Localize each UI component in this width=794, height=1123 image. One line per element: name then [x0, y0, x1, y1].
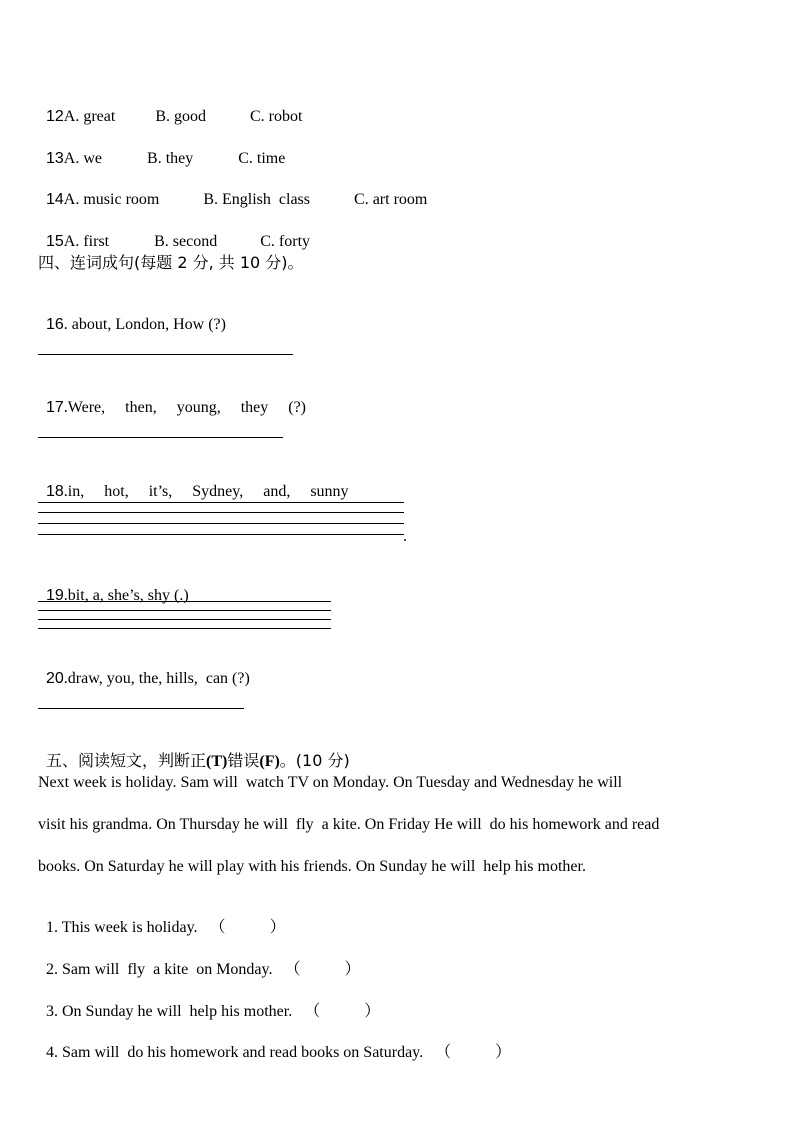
title-part: (T)	[206, 753, 228, 770]
question-15-options	[38, 212, 310, 252]
option-a: A. great	[63, 108, 116, 125]
title-part: 错误	[227, 751, 260, 770]
option-a: A. music room	[63, 191, 160, 208]
passage-line: Next week is holiday. Sam will watch TV on Monday. On Tuesday and Wednesday he will	[38, 774, 623, 791]
option-c: C. forty	[260, 233, 311, 250]
question-14-options	[38, 170, 427, 210]
option-a: A. we	[63, 150, 103, 167]
option-a: A. first	[63, 233, 110, 250]
answer-line[interactable]	[38, 610, 331, 611]
statement-3	[38, 982, 380, 1022]
option-c: C. art room	[354, 191, 428, 208]
question-number: 18	[46, 483, 64, 500]
question-20	[38, 649, 250, 689]
question-12-options	[38, 87, 302, 127]
question-16	[38, 295, 226, 335]
passage-line: visit his grandma. On Thursday he will fly a kite. On Friday He will do his homework and read	[38, 816, 660, 833]
question-number: 13	[46, 150, 64, 167]
paren-close: ）	[269, 919, 286, 936]
section-5-title	[38, 731, 350, 772]
question-17	[38, 378, 306, 418]
answer-line[interactable]	[38, 628, 331, 629]
answer-line[interactable]	[38, 619, 331, 620]
option-b: B. good	[155, 108, 206, 125]
paren-open: （	[435, 1044, 452, 1061]
answer-line[interactable]	[38, 534, 404, 535]
answer-line[interactable]	[38, 601, 331, 602]
question-text: .in, hot, it’s, Sydney, and, sunny	[63, 483, 349, 500]
answer-line[interactable]	[38, 512, 404, 513]
end-period: .	[403, 528, 407, 545]
question-18	[38, 462, 349, 502]
option-b: B. second	[154, 233, 218, 250]
paren-close: ）	[495, 1044, 512, 1061]
question-19	[38, 566, 189, 606]
question-13-options	[38, 129, 285, 169]
question-text: .draw, you, the, hills, can (?)	[63, 670, 250, 687]
paren-close: ）	[364, 1003, 381, 1020]
question-number: 19	[46, 587, 64, 604]
question-number: 17	[46, 399, 64, 416]
statement-4	[38, 1023, 511, 1063]
option-c: C. time	[238, 150, 286, 167]
question-number: 16	[46, 316, 64, 333]
option-c: C. robot	[250, 108, 303, 125]
statement-text: 2. Sam will fly a kite on Monday.	[46, 961, 273, 978]
statement-text: 4. Sam will do his homework and read books on Saturday.	[46, 1044, 424, 1061]
answer-line[interactable]	[38, 523, 404, 524]
statement-1	[38, 898, 286, 938]
question-number: 12	[46, 108, 64, 125]
question-number: 15	[46, 233, 64, 250]
title-part: (F)	[259, 753, 280, 770]
statement-2	[38, 940, 361, 980]
answer-line[interactable]	[38, 708, 244, 709]
answer-line[interactable]	[38, 437, 283, 438]
question-text: .Were, then, young, they (?)	[63, 399, 306, 416]
paren-open: （	[209, 919, 226, 936]
title-part: 。(10 分)	[279, 751, 350, 770]
paren-open: （	[304, 1003, 321, 1020]
question-text: .bit, a, she’s, shy (.)	[63, 587, 189, 604]
statement-text: 3. On Sunday he will help his mother.	[46, 1003, 293, 1020]
paren-open: （	[284, 961, 301, 978]
title-part: 五、阅读短文，判断正	[46, 751, 207, 770]
question-text: . about, London, How (?)	[63, 316, 226, 333]
question-number: 14	[46, 191, 64, 208]
answer-line[interactable]	[38, 354, 293, 355]
statement-text: 1. This week is holiday.	[46, 919, 198, 936]
section-4-title: 四、连词成句(每题 2 分, 共 10 分)。	[38, 253, 304, 272]
option-b: B. they	[147, 150, 194, 167]
paren-close: ）	[344, 961, 361, 978]
answer-line[interactable]	[38, 502, 404, 503]
question-number: 20	[46, 670, 64, 687]
option-b: B. English class	[203, 191, 311, 208]
passage-line: books. On Saturday he will play with his friends. On Sunday he will help his mother.	[38, 858, 586, 875]
